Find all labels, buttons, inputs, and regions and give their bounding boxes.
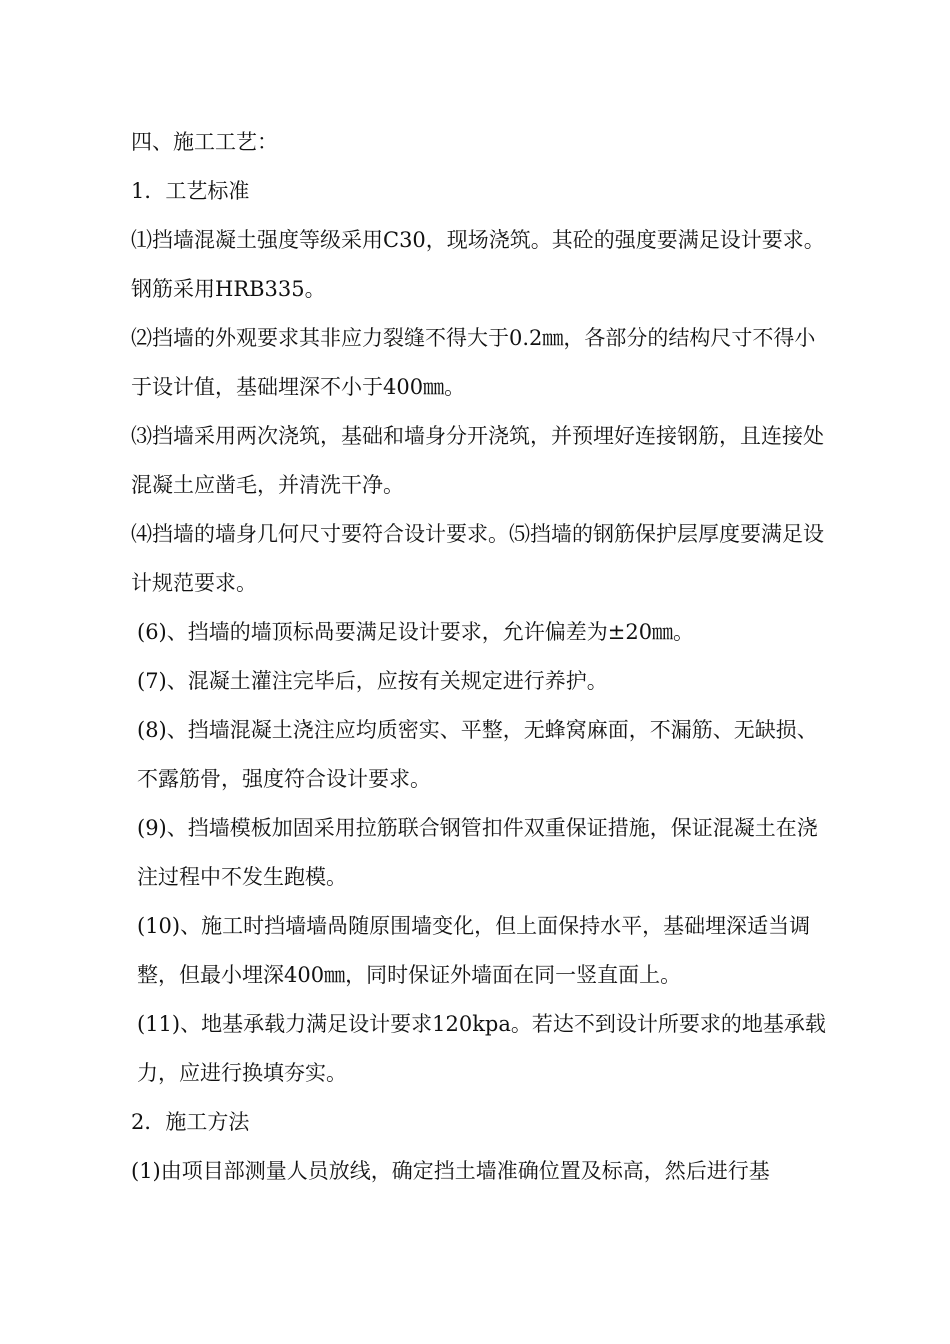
paragraph-item-6: (6)、挡墙的墙顶标咼要满足设计要求，允许偏差为±20㎜。 <box>137 620 695 644</box>
paragraph-item-11: (11)、地基承载力满足设计要求120kpa。若达不到设计所要求的地基承载力，应进行换填夯实。 <box>137 1012 826 1085</box>
paragraph-item-4-5: ⑷挡墙的墙身几何尺寸要符合设计要求。⑸挡墙的钢筋保护层厚度要满足设计规范要求。 <box>131 522 824 595</box>
paragraph-item-9: (9)、挡墙模板加固采用拉筋联合钢管扣件双重保证措施，保证混凝土在浇注过程中不发生跑模。 <box>137 816 818 889</box>
document-body <box>131 118 831 1196</box>
section-heading: 四、施工工艺： <box>131 130 278 154</box>
paragraph-item-2: ⑵挡墙的外观要求其非应力裂缝不得大于0.2㎜，各部分的结构尺寸不得小于设计值，基础埋深不小于400㎜。 <box>131 326 816 399</box>
paragraph-item-7: (7)、混凝土灌注完毕后，应按有关规定进行养护。 <box>137 669 608 693</box>
paragraph-item-3: ⑶挡墙采用两次浇筑，基础和墙身分开浇筑，并预埋好连接钢筋，且连接处混凝土应凿毛，并清洗干净。 <box>131 424 824 497</box>
method-item-1: (1)由项目部测量人员放线，确定挡土墙准确位置及标高，然后进行基 <box>131 1159 770 1183</box>
subsection-heading-construction-method: 2．施工方法 <box>131 1110 250 1134</box>
paragraph-item-10: (10)、施工时挡墙墙咼随原围墙变化，但上面保持水平，基础埋深适当调整，但最小埋深400㎜，同时保证外墙面在同一竖直面上。 <box>137 914 811 987</box>
paragraph-item-8: (8)、挡墙混凝土浇注应均质密实、平整，无蜂窝麻面，不漏筋、无缺损、不露筋骨，强度符合设计要求。 <box>137 718 818 791</box>
subsection-heading-process-standard: 1．工艺标准 <box>131 179 250 203</box>
paragraph-item-1: ⑴挡墙混凝土强度等级采用C30，现场浇筑。其砼的强度要满足设计要求。钢筋采用HRB335。 <box>131 228 825 301</box>
